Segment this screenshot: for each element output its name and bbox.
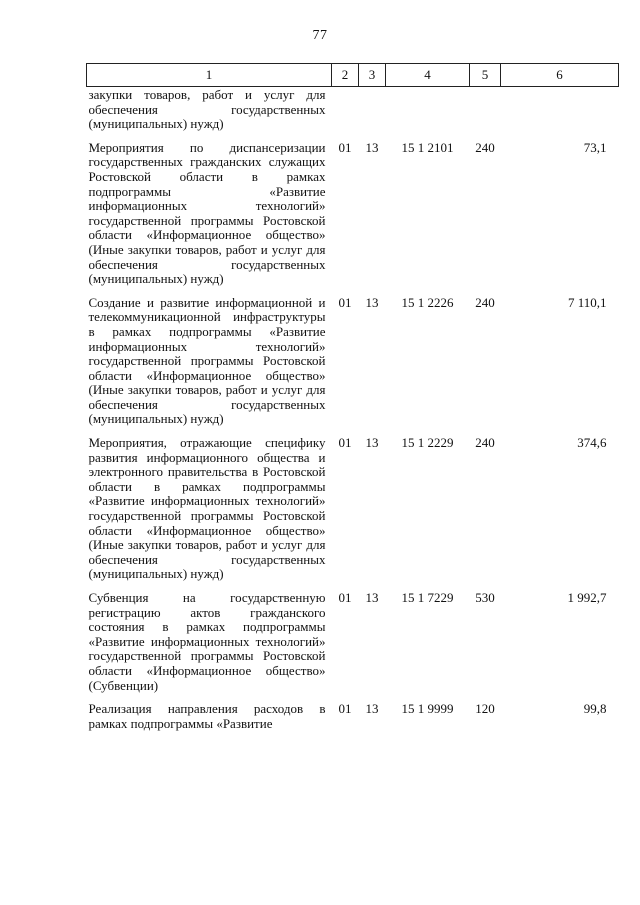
- table-row: [87, 433, 619, 588]
- row-amount: 7 110,1: [567, 294, 607, 310]
- row-target-code: 15 1 2101: [401, 139, 454, 155]
- row-target-code: [386, 87, 470, 138]
- table-header-row: [87, 64, 619, 87]
- row-section: 01: [338, 701, 352, 717]
- row-subsection: 13: [365, 701, 379, 717]
- row-section: 01: [338, 435, 352, 451]
- row-description: Мероприятия, отражающие специфику развития информационного общества и электронного правительства в Ростовской области в рамках подпрограммы «Развитие информационных технологий» государственной программы Ростовской области «Информационное общество» (Иные закупки товаров, работ и услуг для обеспечения государственных (муниципальных) нужд): [88, 435, 326, 582]
- row-target-code: 15 1 7229: [401, 590, 454, 605]
- row-description: Субвенция на государственную регистрацию актов гражданского состояния в рамках подпрограммы «Развитие информационных технологий» государственной программы Ростовской области «Информационное общество» (Субвенции): [88, 590, 326, 693]
- row-section: 01: [338, 294, 352, 310]
- row-target-code: 15 1 2226: [401, 294, 454, 310]
- column-header-5: 5: [470, 64, 501, 87]
- table-row: [87, 588, 619, 699]
- row-subsection: [359, 87, 386, 138]
- row-subsection: 13: [365, 435, 379, 451]
- row-section: [332, 87, 359, 138]
- table-row: [87, 138, 619, 293]
- column-header-2: 2: [332, 64, 359, 87]
- row-section: 01: [338, 139, 352, 155]
- row-amount: [501, 87, 619, 138]
- column-header-6: 6: [501, 64, 619, 87]
- row-amount: 1 992,7: [567, 590, 607, 605]
- row-description: закупки товаров, работ и услуг для обеспечения государственных (муниципальных) нужд): [88, 87, 326, 132]
- row-target-code: 15 1 2229: [401, 435, 454, 451]
- budget-table: [86, 63, 619, 737]
- row-target-code: 15 1 9999: [401, 701, 454, 717]
- row-amount: 73,1: [583, 139, 607, 155]
- row-subsection: 13: [365, 294, 379, 310]
- row-expense-type: 530: [475, 590, 495, 605]
- row-expense-type: 240: [475, 139, 495, 155]
- row-subsection: 13: [365, 590, 379, 605]
- row-description: Мероприятия по диспансеризации государственных гражданских служащих Ростовской области в рамках подпрограммы «Развитие информационных технологий» государственной программы Ростовской области «Информационное общество» (Иные закупки товаров, работ и услуг для обеспечения государственных (муниципальных) нужд): [88, 139, 326, 287]
- row-subsection: 13: [365, 139, 379, 155]
- row-description: Создание и развитие информационной и телекоммуникационной инфраструктуры в рамках подпрограммы «Развитие информационных технологий» государственной программы Ростовской области «Информационное общество» (Иные закупки товаров, работ и услуг для обеспечения государственных (муниципальных) нужд): [88, 294, 326, 427]
- row-expense-type: [470, 87, 501, 138]
- row-section: 01: [338, 590, 352, 605]
- table-row: [87, 699, 619, 737]
- page-number: 77: [312, 28, 328, 43]
- row-amount: 99,8: [583, 701, 607, 717]
- row-description: Реализация направления расходов в рамках подпрограммы «Развитие: [88, 701, 326, 731]
- row-amount: 374,6: [577, 435, 607, 451]
- row-expense-type: 120: [475, 701, 495, 717]
- row-expense-type: 240: [475, 294, 495, 310]
- table-row: [87, 87, 619, 138]
- column-header-3: 3: [359, 64, 386, 87]
- column-header-1: 1: [87, 64, 332, 87]
- column-header-4: 4: [386, 64, 470, 87]
- row-expense-type: 240: [475, 435, 495, 451]
- table-row: [87, 293, 619, 433]
